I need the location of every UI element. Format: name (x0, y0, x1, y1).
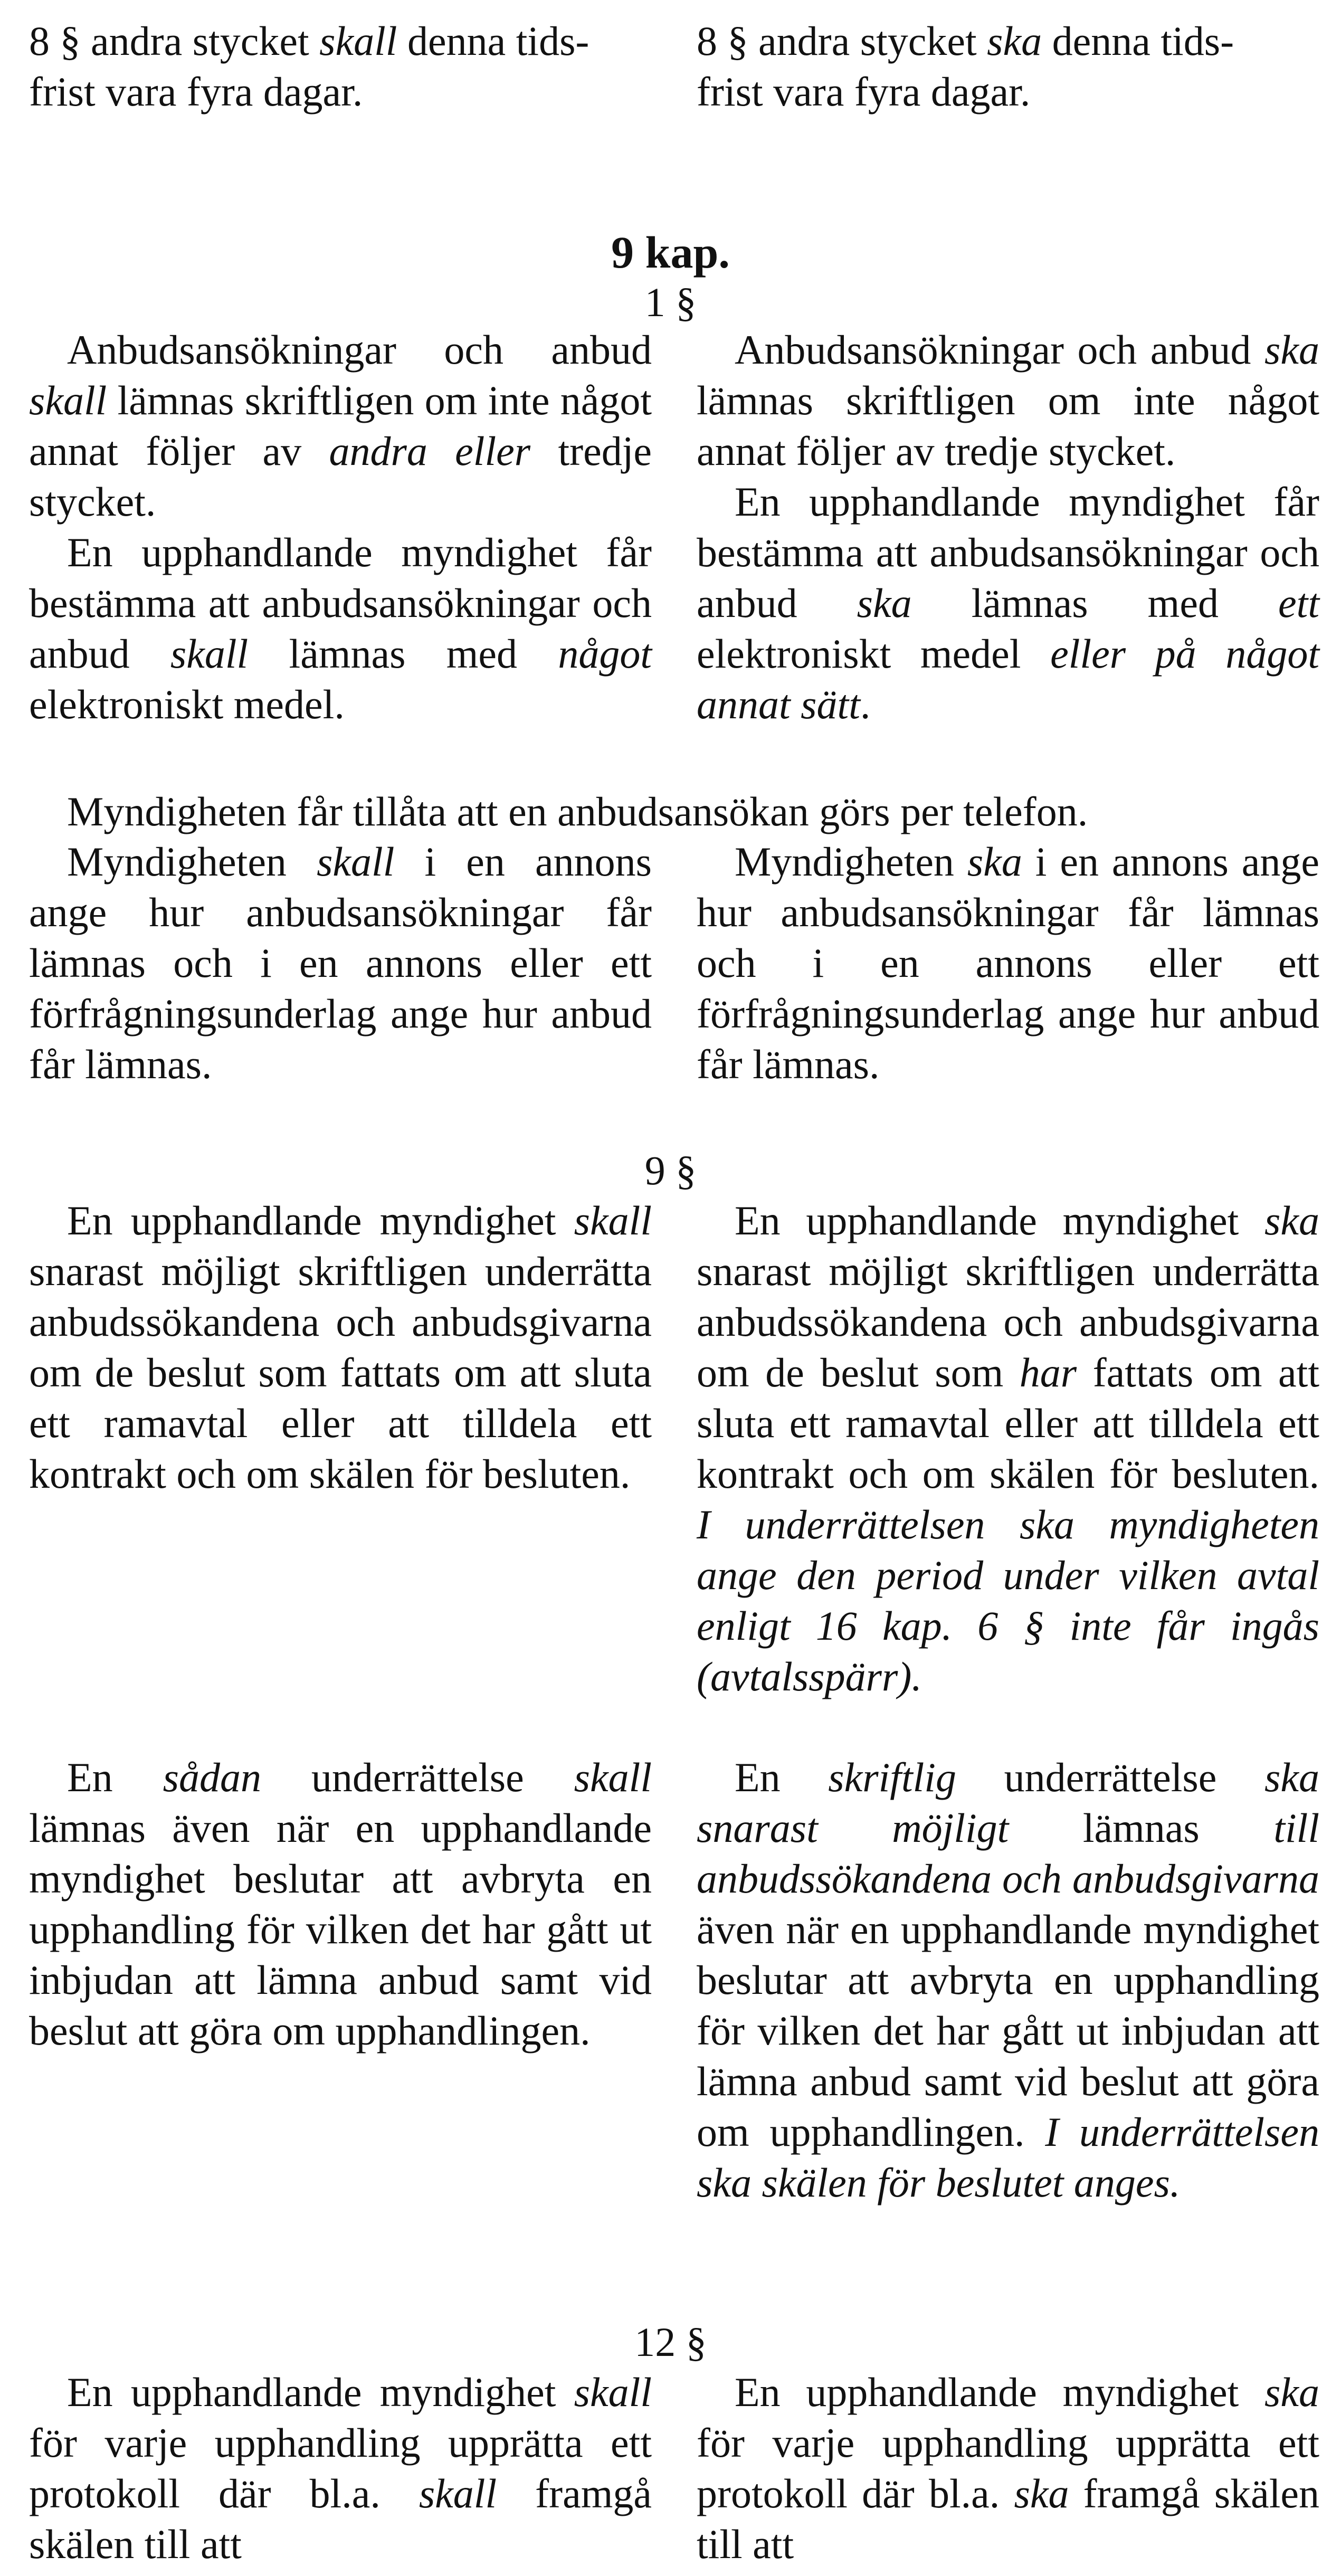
section-9-right (697, 1195, 1319, 1702)
section-9-left (29, 1195, 652, 1499)
section-9-heading: 9 § (644, 1147, 697, 1193)
section-1-left (29, 325, 652, 730)
section-1-heading: 1 § (644, 279, 697, 325)
section-9-left-para-2: En sådan underrättelse skall lämnas även när en upphandlande myndighet beslutar att avbryta en upphandling för vilken det har gått ut inbjudan att lämna anbud samt vid beslut att göra om upphandlingen. (29, 1754, 652, 2054)
section-1-left-para-1: Anbudsansökningar och anbud skall lämnas skriftligen om inte något annat följer av andra eller tredje stycket. (29, 327, 652, 525)
section-1-right-para-3: Myndigheten ska i en annons ange hur anbudsansökningar får lämnas och i en annons eller ett förfrågningsunderlag ange hur anbud får lämnas. (697, 839, 1319, 1087)
section-12-right-para-1: En upphandlande myndighet ska för varje upphandling upprätta ett protokoll där bl.a. ska framgå skälen till att (697, 2369, 1319, 2567)
top-right-paragraph: 8 § andra stycket ska denna tids- frist vara fyra dagar. (697, 18, 1234, 115)
section-1-full-width-paragraph: Myndigheten får tillåta att en anbudsansökan görs per telefon. (67, 788, 1088, 834)
section-9-left-second (29, 1752, 652, 2056)
section-9-left-para-1: En upphandlande myndighet skall snarast möjligt skriftligen underrätta anbudssökandena och anbudsgivarna om de beslut som fattats om att sluta ett ramavtal eller att tilldela ett kontrakt och om skälen för besluten. (29, 1197, 652, 1497)
chapter-heading: 9 kap. (611, 227, 730, 278)
section-9-right-para-1: En upphandlande myndighet ska snarast möjligt skriftligen underrätta anbudssökandena och anbudsgivarna om de beslut som har fattats om att sluta ett ramavtal eller att tilldela ett kontrakt och om skälen för besluten. I underrättelsen ska myndigheten ange den period under vilken avtal enligt 16 kap. 6 § inte får ingås (avtalsspärr). (697, 1197, 1319, 1699)
top-left-paragraph: 8 § andra stycket skall denna tids- frist vara fyra dagar. (29, 18, 589, 115)
section-9-right-second (697, 1752, 1319, 2208)
section-12-right (697, 2367, 1319, 2570)
section-1-right-second (697, 837, 1319, 1090)
top-right-text (697, 16, 1319, 117)
section-1-left-para-3: Myndigheten skall i en annons ange hur anbudsansökningar får lämnas och i en annons eller ett förfrågningsunderlag ange hur anbud får lämnas. (29, 839, 652, 1087)
section-1-right-para-1: Anbudsansökningar och anbud ska lämnas skriftligen om inte något annat följer av tredje stycket. (697, 327, 1319, 474)
top-left-text (29, 16, 652, 117)
section-1-left-para-2: En upphandlande myndighet får bestämma att anbudsansökningar och anbud skall lämnas med något elektroniskt medel. (29, 529, 652, 727)
section-1-left-second (29, 837, 652, 1090)
section-12-left (29, 2367, 652, 2570)
section-1-right (697, 325, 1319, 730)
section-12-left-para-1: En upphandlande myndighet skall för varje upphandling upprätta ett protokoll där bl.a. skall framgå skälen till att (29, 2369, 652, 2567)
section-12-heading: 12 § (634, 2319, 707, 2365)
section-9-right-para-2: En skriftlig underrättelse ska snarast möjligt lämnas till anbudssökandena och anbudsgivarna även när en upphandlande myndighet beslutar att avbryta en upphandling för vilken det har gått ut inbjudan att lämna anbud samt vid beslut att göra om upphandlingen. I underrättelsen ska skälen för beslutet anges. (697, 1754, 1320, 2206)
section-1-right-para-2: En upphandlande myndighet får bestämma att anbudsansökningar och anbud ska lämnas med ett elektroniskt medel eller på något annat sätt. (697, 479, 1319, 727)
